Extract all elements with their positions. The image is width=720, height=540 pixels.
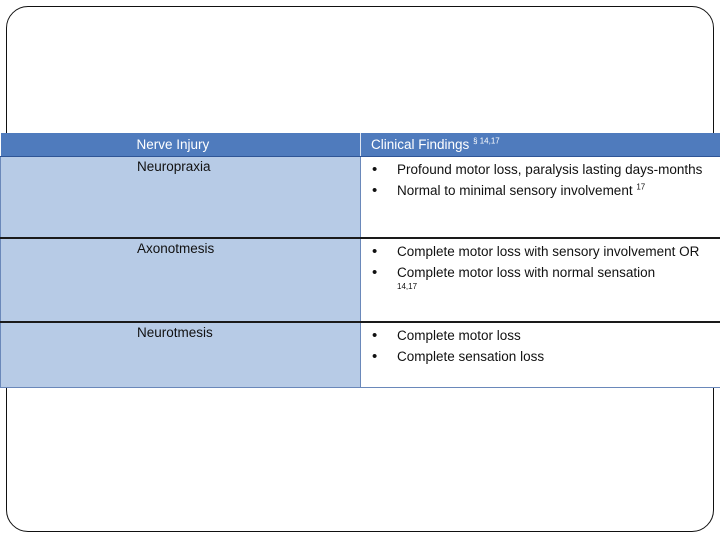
injury-cell	[1, 156, 361, 238]
finding-reference: 14,17	[397, 282, 418, 291]
injury-cell	[1, 238, 361, 322]
findings-list	[369, 159, 715, 201]
finding-item	[369, 325, 715, 346]
finding-item	[369, 241, 715, 262]
finding-text: Complete motor loss with sensory involvement OR	[397, 244, 700, 259]
findings-cell	[361, 238, 720, 322]
injury-name: Neurotmesis	[137, 325, 213, 340]
table-header-row	[1, 133, 720, 156]
findings-cell	[361, 156, 720, 238]
header-clinical-findings-label: Clinical Findings	[371, 136, 470, 152]
injury-cell	[1, 322, 361, 387]
finding-text: Normal to minimal sensory involvement	[397, 182, 633, 198]
header-reference-superscript: § 14,17	[473, 136, 500, 146]
finding-item	[369, 180, 715, 201]
injury-name: Neuropraxia	[137, 158, 211, 174]
nerve-injury-table	[0, 133, 720, 388]
table-row	[1, 238, 720, 322]
header-nerve-injury: Nerve Injury	[1, 133, 361, 156]
finding-reference: 17	[636, 182, 646, 191]
nerve-injury-table-container	[0, 133, 720, 387]
header-clinical-findings	[361, 133, 720, 156]
table-row	[1, 322, 720, 387]
finding-item	[369, 346, 715, 367]
finding-item	[369, 262, 715, 291]
finding-text: Profound motor loss, paralysis lasting days-months	[397, 161, 703, 177]
finding-text: Complete motor loss	[397, 328, 521, 343]
findings-list	[369, 241, 715, 291]
table-row	[1, 156, 720, 238]
findings-list	[369, 325, 715, 367]
injury-name: Axonotmesis	[137, 241, 215, 256]
finding-item	[369, 159, 715, 180]
findings-cell	[361, 322, 720, 387]
finding-text: Complete motor loss with normal sensation	[397, 265, 656, 280]
finding-text: Complete sensation loss	[397, 349, 545, 364]
